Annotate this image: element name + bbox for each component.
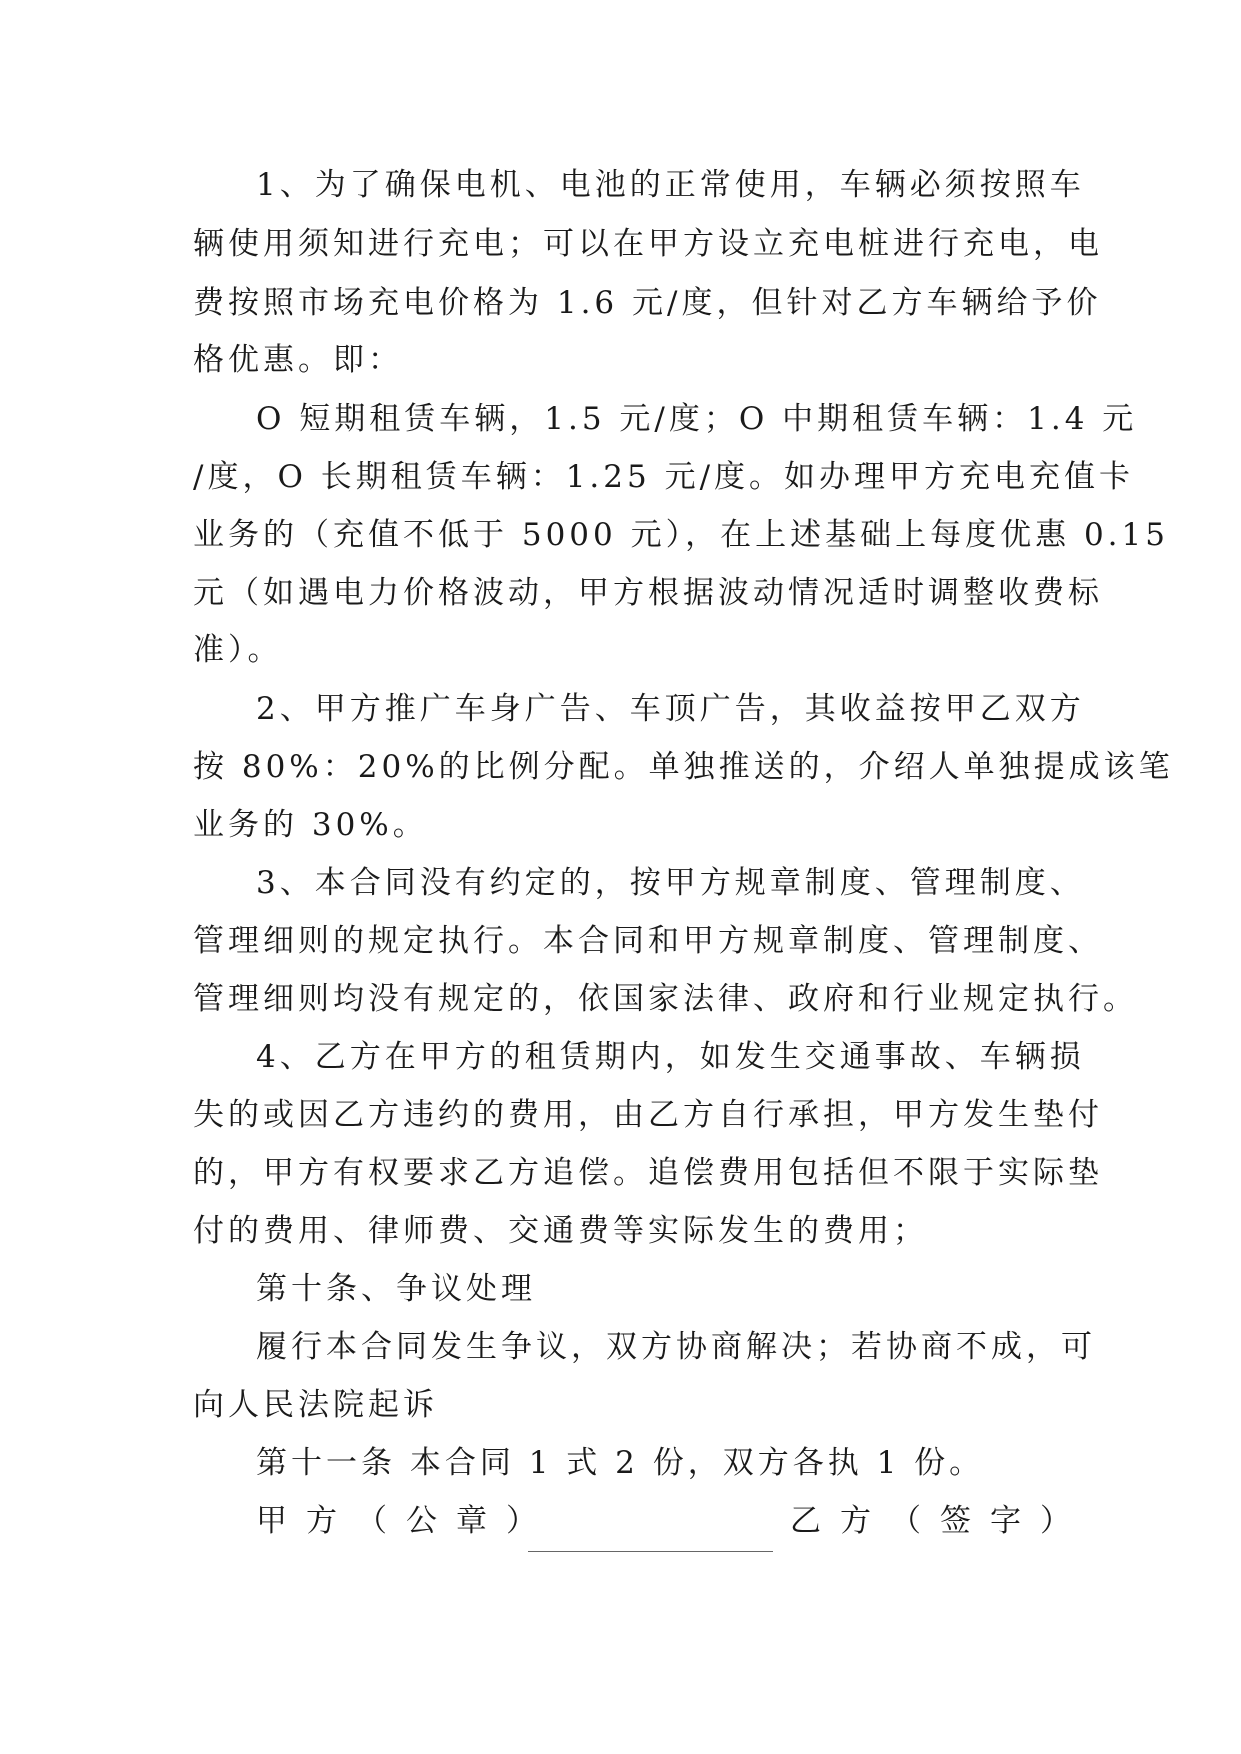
paragraph-line: 费按照市场充电价格为 1.6 元/度，但针对乙方车辆给予价 <box>193 285 1102 321</box>
paragraph-line: 3、本合同没有约定的，按甲方规章制度、管理制度、 <box>256 865 1085 901</box>
paragraph-line: 格优惠。即： <box>193 342 403 378</box>
paragraph-line: 按 80%：20%的比例分配。单独推送的，介绍人单独提成该笔 <box>193 749 1174 785</box>
section-heading: 第十条、争议处理 <box>256 1271 536 1307</box>
paragraph-line: 元（如遇电力价格波动，甲方根据波动情况适时调整收费标 <box>193 575 1103 611</box>
paragraph-line: 的，甲方有权要求乙方追偿。追偿费用包括但不限于实际垫 <box>193 1155 1103 1191</box>
paragraph-line: 业务的 30%。 <box>193 807 428 843</box>
paragraph-line: 管理细则的规定执行。本合同和甲方规章制度、管理制度、 <box>193 923 1103 959</box>
paragraph-line: 辆使用须知进行充电；可以在甲方设立充电桩进行充电，电 <box>193 226 1103 262</box>
paragraph-line: 履行本合同发生争议，双方协商解决；若协商不成，可 <box>256 1329 1096 1365</box>
paragraph-line: 第十一条 本合同 1 式 2 份，双方各执 1 份。 <box>256 1445 985 1481</box>
party-b-signature-label: 乙方（签字） <box>790 1503 1090 1539</box>
paragraph-line: /度，O 长期租赁车辆：1.25 元/度。如办理甲方充电充值卡 <box>193 459 1135 495</box>
party-a-seal-label: 甲方（公章） <box>256 1503 556 1539</box>
paragraph-line: 准）。 <box>193 632 283 668</box>
paragraph-line: 2、甲方推广车身广告、车顶广告，其收益按甲乙双方 <box>256 691 1085 727</box>
signature-blank-line <box>528 1512 773 1552</box>
paragraph-line: 4、乙方在甲方的租赁期内，如发生交通事故、车辆损 <box>256 1039 1085 1075</box>
paragraph-line: 1、为了确保电机、电池的正常使用，车辆必须按照车 <box>256 167 1085 203</box>
paragraph-line: 付的费用、律师费、交通费等实际发生的费用； <box>193 1213 928 1249</box>
paragraph-line: 管理细则均没有规定的，依国家法律、政府和行业规定执行。 <box>193 981 1138 1017</box>
paragraph-line: O 短期租赁车辆，1.5 元/度；O 中期租赁车辆：1.4 元 <box>256 401 1138 437</box>
paragraph-line: 业务的（充值不低于 5000 元），在上述基础上每度优惠 0.15 <box>193 517 1169 553</box>
paragraph-line: 失的或因乙方违约的费用，由乙方自行承担，甲方发生垫付 <box>193 1097 1103 1133</box>
paragraph-line: 向人民法院起诉 <box>193 1387 438 1423</box>
